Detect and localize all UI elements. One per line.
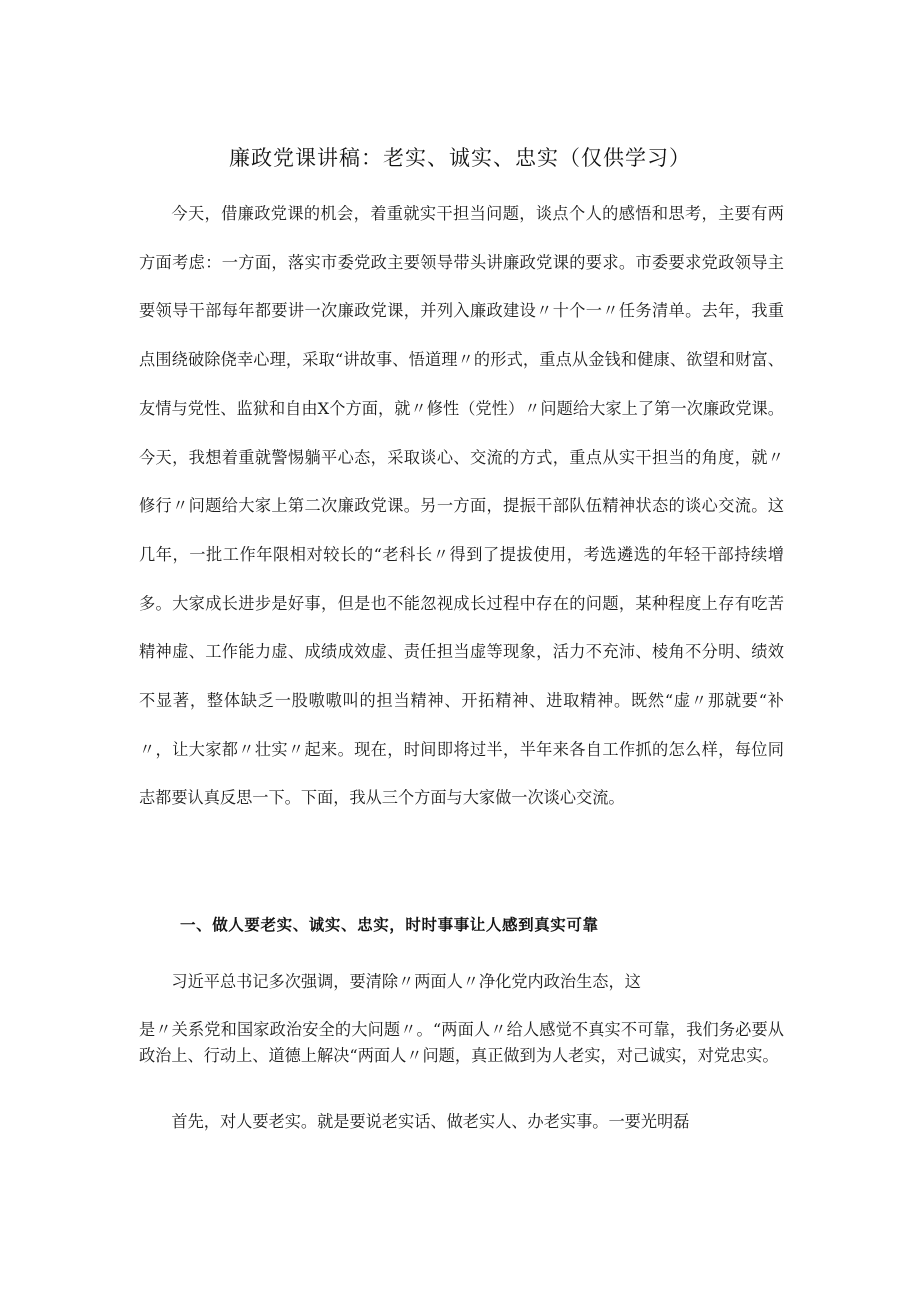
section-heading-1: 一、做人要老实、诚实、忠实，时时事事让人感到真实可靠	[180, 916, 599, 934]
paragraph-intro: 今天，借廉政党课的机会，着重就实干担当问题，谈点个人的感悟和思考，主要有两方面考虑：一方面，落实市委党政主要领导带头讲廉政党课的要求。市委要求党政领导主要领导干部每年都要讲一次廉政党课，并列入廉政建设〃十个一〃任务清单。去年，我重点围绕破除侥幸心理，采取“讲故事、悟道理〃的形式，重点从金钱和健康、欲望和财富、友情与党性、监狱和自由X个方面，就〃修性（党性）〃问题给大家上了第一次廉政党课。今天，我想着重就警惕躺平心态，采取谈心、交流的方式，重点从实干担当的角度，就〃修行〃问题给大家上第二次廉政党课。另一方面，提振干部队伍精神状态的谈心交流。这几年，一批工作年限相对较长的“老科长〃得到了提拔使用，考选遴选的年轻干部持续增多。大家成长进步是好事，但是也不能忽视成长过程中存在的问题，某种程度上存有吃苦精神虚、工作能力虚、成绩成效虚、责任担当虚等现象，活力不充沛、棱角不分明、绩效不显著，整体缺乏一股嗷嗷叫的担当精神、开拓精神、进取精神。既然“虚〃那就要“补〃，让大家都〃壮实〃起来。现在，时间即将过半，半年来各自工作抓的怎么样，每位同志都要认真反思一下。下面，我从三个方面与大家做一次谈心交流。	[139, 204, 784, 808]
paragraph-first-point: 首先，对人要老实。就是要说老实话、做老实人、办老实事。一要光明磊	[171, 1112, 690, 1131]
paragraph-section1-opening: 习近平总书记多次强调，要清除〃两面人〃净化党内政治生态，这	[171, 972, 641, 991]
document-title: 廉政党课讲稿：老实、诚实、忠实（仅供学习）	[229, 146, 691, 170]
paragraph-section1-continuation: 是〃关系党和国家政治安全的大问题〃。“两面人〃给人感觉不真实不可靠，我们务必要从政治上、行动上、道德上解决“两面人〃问题，真正做到为人老实，对己诚实，对党忠实。	[139, 1020, 784, 1065]
